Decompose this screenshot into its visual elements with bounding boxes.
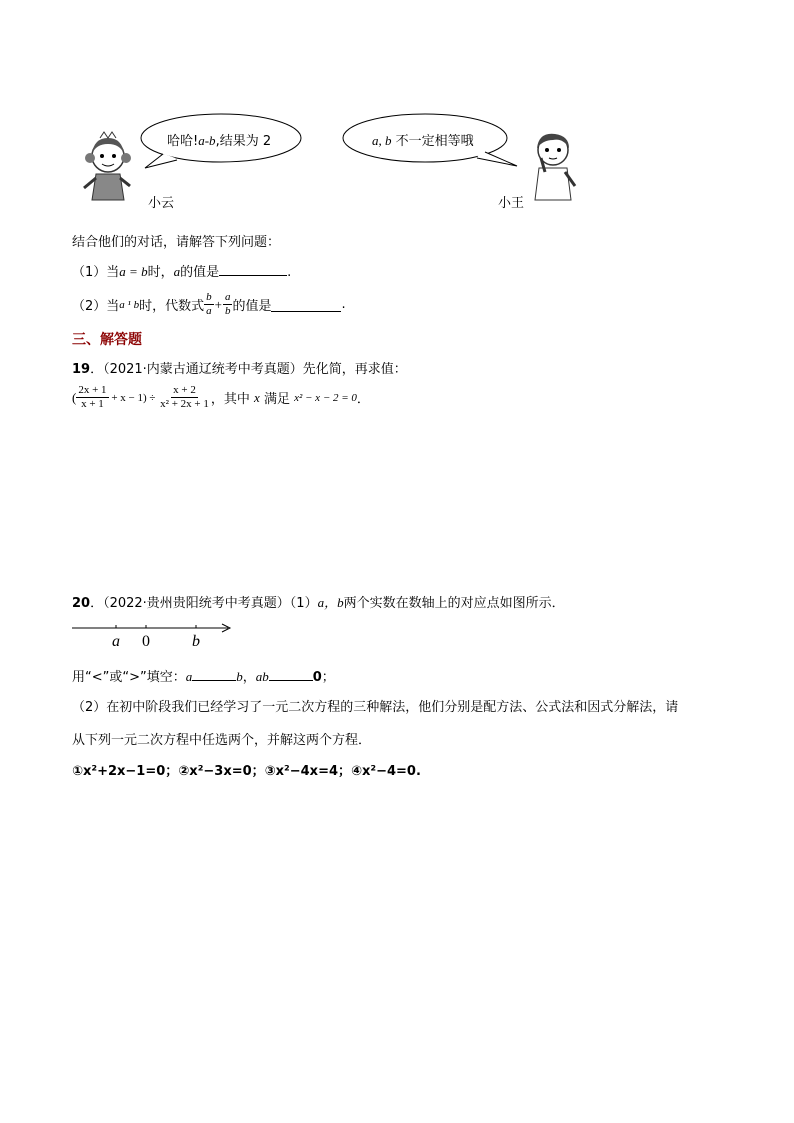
q20-fill-sep: ， [242,670,256,685]
q19-expression [72,384,370,411]
plus-sign: + [214,296,222,312]
q20-header [72,592,565,611]
q19-number: 19 [72,362,91,377]
answer-blank[interactable] [269,667,313,681]
left-bubble-pre: 哈哈! [167,134,199,149]
frac-denominator: x² + 2x + 1 [160,398,209,410]
q20-source-post: 两个实数在数轴上的对应点如图所示． [343,596,565,611]
q18-p1-mid: 时， [147,265,174,280]
frac-numerator: b [206,291,212,303]
frac-denominator: a [206,305,212,317]
frac-numerator: a [224,291,231,303]
q18-p1-end: . [287,265,292,280]
q19-cond-mid: 满足 [259,392,295,407]
q20-fill-v1: a [185,669,193,684]
dialogue-illustration [75,110,595,215]
q19-mid: + x − 1) ÷ [108,391,159,404]
left-bubble-post: ,结果为 2 [215,134,272,149]
q18-intro: 结合他们的对话，请解答下列问题： [72,235,281,250]
q20-source: ．（2022·贵州贵阳统考中考真题）（1） [90,596,318,611]
q18-p2-pre: 当 [106,299,120,314]
q18-fraction-a-over-b [223,291,233,318]
q20-fill-pre: 用“<”或“>”填空： [72,670,186,685]
right-bubble-var: a, b [372,133,392,148]
q20-part2-line2: 从下列一元二次方程中任选两个，并解这两个方程． [72,733,372,748]
left-bubble-var: a-b [198,133,216,148]
answer-blank[interactable] [219,262,287,276]
q20-fill-end: ； [321,670,335,685]
section-title: 三、解答题 [72,332,142,348]
frac-denominator: b [224,305,231,317]
q20-source-vars: a，b [317,595,344,610]
q19-header [72,358,407,377]
q18-p2-cond: a ¹ b [119,298,140,311]
q20-fill-v4: 0 [312,670,322,685]
q18-p1-post: 的值是 [180,265,220,280]
q18-p1-pre: 当 [106,265,120,280]
frac-numerator: 2x + 1 [78,384,107,396]
q19-fraction-1 [76,384,108,411]
girl-cartoon-image [80,130,136,210]
axis-label-a: a [112,633,120,650]
q20-part2-line1: （2）在初中阶段我们已经学习了一元二次方程的三种解法，他们分别是配方法、公式法和因式分解法，请 [72,700,679,715]
number-line [72,618,237,652]
q18-p2-mid: 时，代数式 [139,299,205,314]
q19-cond-pre: ，其中 [210,392,255,407]
q20-fill [72,666,335,685]
q18-fraction-b-over-a [204,291,214,318]
frac-denominator: x + 1 [81,398,104,410]
q18-p2-end: . [341,297,346,312]
q19-source: ．（2021·内蒙古通辽统考中考真题）先化简，再求值： [90,362,407,377]
q18-p1-cond: a = b [119,264,148,279]
right-name: 小王 [498,196,525,211]
frac-numerator: x + 2 [173,384,196,396]
answer-blank[interactable] [192,667,236,681]
equation-3: ；③x²−4x=4 [251,764,339,779]
equation-4: ；④x²−4=0 [338,764,416,779]
q19-end: ． [356,392,370,407]
right-bubble-post: 不一定相等哦 [391,134,474,149]
q19-cond-var: x [254,389,260,405]
right-bubble-text [372,130,474,149]
paren-open: ( [72,389,77,405]
q19-cond-eq: x² − x − 2 = 0 [294,391,357,404]
q18-part1 [72,261,291,280]
q20-fill-v3: ab [255,669,269,684]
boy-cartoon-image [525,128,581,212]
equations-end: . [415,764,421,779]
q20-number: 20 [72,596,91,611]
left-name: 小云 [148,196,175,211]
q18-p1-num: （1） [72,265,107,280]
q18-part2 [72,291,346,318]
axis-label-b: b [192,633,200,650]
equation-1: ①x²+2x−1=0 [72,764,166,779]
left-bubble-text [167,130,271,149]
answer-blank[interactable] [271,298,341,312]
q19-fraction-2 [158,384,211,411]
q18-p2-post: 的值是 [232,299,272,314]
q20-fill-v2: b [236,669,243,684]
q20-equations [72,760,421,779]
equation-2: ；②x²−3x=0 [165,764,252,779]
q18-p1-var: a [173,264,181,279]
q18-p2-num: （2） [72,299,107,314]
axis-label-zero: 0 [142,633,150,650]
